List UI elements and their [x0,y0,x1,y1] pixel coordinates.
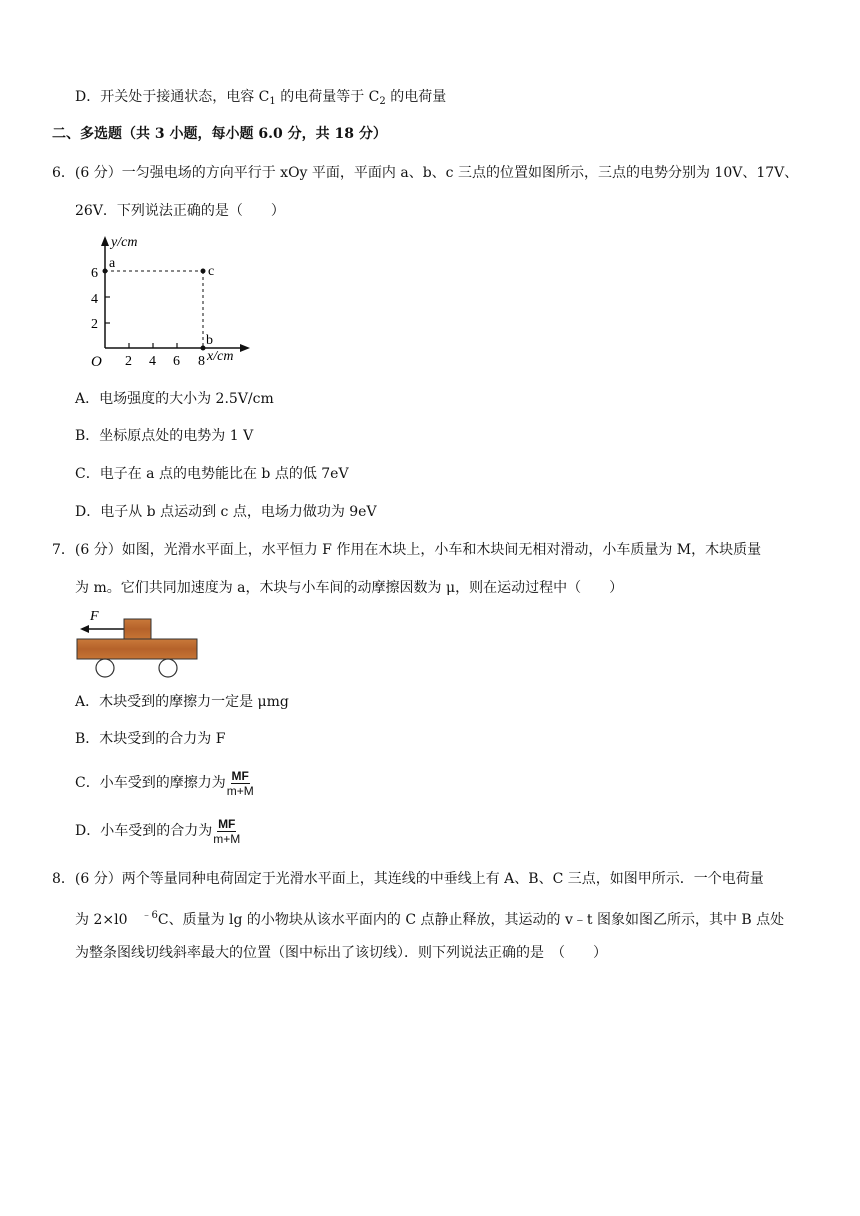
force-label: F [90,609,99,624]
q8-stem-line1: 8．(6 分）两个等量同种电荷固定于光滑水平面上，其连线的中垂线上有 A、B、C 三点，如图甲所示．一个电荷量 [52,871,764,887]
q7-stem-line1: 7．(6 分）如图，光滑水平面上，水平恒力 F 作用在木块上，小车和木块间无相对滑动，小车质量为 M，木块质量 [52,542,762,558]
cart-wheel-left [96,659,114,677]
section-title: 二、多选题（共 3 小题，每小题 6.0 分，共 18 分） [52,126,387,142]
fraction: $\frac{MF}{m+M}$ [213,816,241,846]
q5-option-d: D．开关处于接通状态，电容 $C_1$ 的电荷量等于 $C_2$ 的电荷量 [75,89,447,107]
q6-stem-line1: 6．(6 分）一匀强电场的方向平行于 xOy 平面，平面内 a、b、c 三点的位置如图所示，三点的电势分别为 10V、17V、 [52,165,799,181]
q6-option-d: D．电子从 b 点运动到 c 点，电场力做功为 9eV [75,504,377,520]
q7-cart-figure [72,606,204,680]
point-a-label: a [109,256,116,271]
point-a [103,269,108,274]
x-axis-label: x/cm [207,349,234,364]
point-c [201,269,206,274]
q6-option-a: A．电场强度的大小为 2.5V/cm [75,391,274,407]
cart-wheel-right [159,659,177,677]
force-arrowhead [80,625,89,633]
point-c-label: c [208,264,215,279]
x-tick-label: 4 [149,354,156,369]
y-tick-label: 4 [91,292,98,307]
q8-stem-line3: 为整条图线切线斜率最大的位置（图中标出了该切线）．则下列说法正确的是 （ ） [75,945,607,961]
q7-option-a: A．木块受到的摩擦力一定是 μmg [75,694,289,710]
y-axis-arrow [101,236,109,246]
cart-plank [77,639,197,659]
q7-option-c: C．小车受到的摩擦力为 $\frac{MF}{m+M}$ [75,768,254,798]
point-b [201,346,206,351]
q7-stem-line2: 为 m。它们共同加速度为 a，木块与小车间的动摩擦因数为 μ，则在运动过程中（ ） [75,580,624,596]
x-axis-arrow [240,344,250,352]
q6-option-c: C．电子在 a 点的电势能比在 b 点的低 7eV [75,466,349,482]
x-tick-label: 2 [125,354,132,369]
q6-coordinate-figure [78,228,258,370]
q7-option-b: B．木块受到的合力为 F [75,731,226,747]
fraction: $\frac{MF}{m+M}$ [226,768,254,798]
point-b-label: b [206,333,213,348]
x-tick-label: 8 [198,354,205,369]
wooden-block [124,619,151,639]
y-tick-label: 6 [91,266,98,281]
x-tick-label: 6 [173,354,180,369]
y-axis-label: y/cm [111,235,138,250]
q6-option-b: B．坐标原点处的电势为 1 V [75,428,254,444]
y-tick-label: 2 [91,317,98,332]
origin-label: O [91,354,102,370]
q6-stem-line2: 26V．下列说法正确的是（ ） [75,203,285,219]
q7-option-d: D．小车受到的合力为 $\frac{MF}{m+M}$ [75,816,241,846]
q8-stem-line2: 为 2×l0 $^{﹣6}$C、质量为 lg 的小物块从该水平面内的 C 点静止释放，其运动的 v﹣t 图象如图乙所示，其中 B 点处 [75,910,785,928]
